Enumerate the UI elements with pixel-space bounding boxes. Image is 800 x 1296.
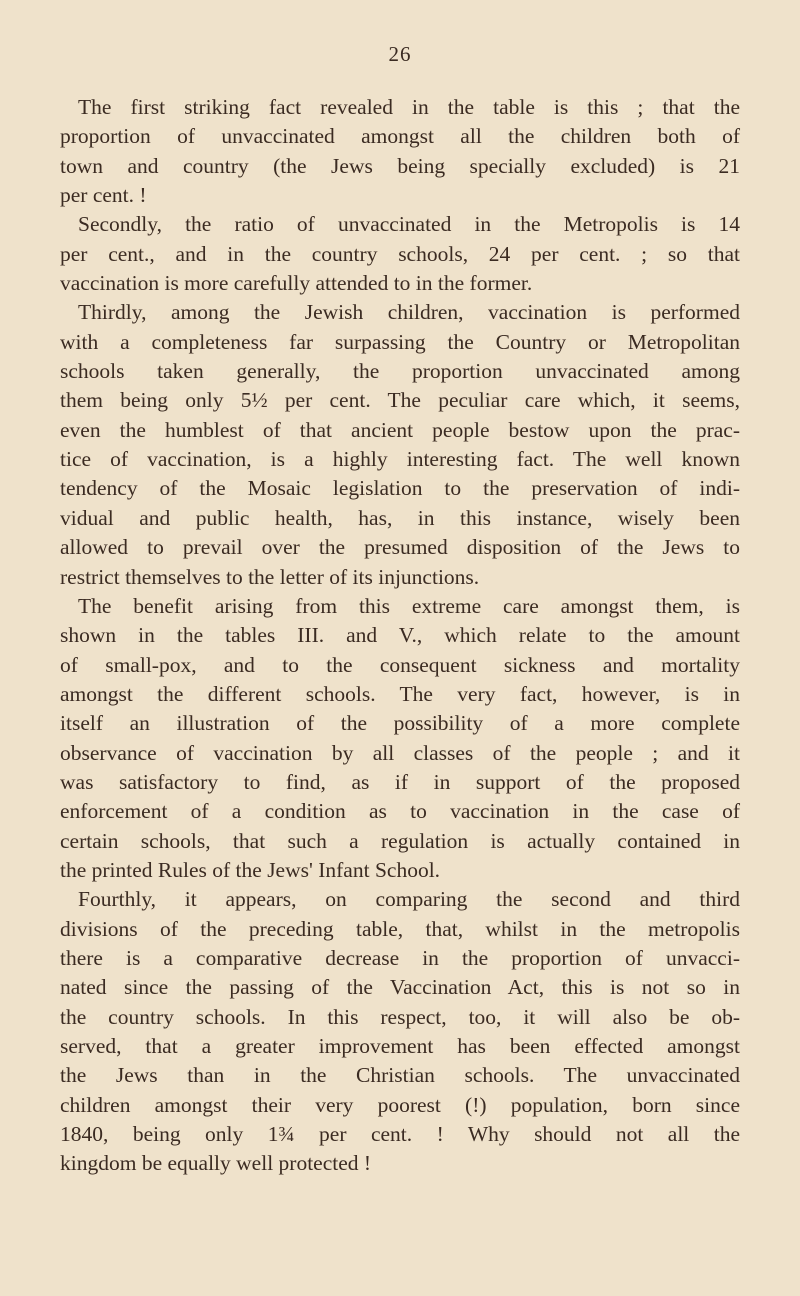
text-line: tendency of the Mosaic legislation to the preservation of indi- xyxy=(60,476,740,501)
text-line: schools taken generally, the proportion unvaccinated among xyxy=(60,359,740,384)
text-line: the printed Rules of the Jews' Infant School. xyxy=(60,857,441,882)
text-line: Fourthly, it appears, on comparing the second and third xyxy=(78,887,740,912)
text-line: shown in the tables III. and V., which relate to the amount xyxy=(60,623,740,648)
page-number: 26 xyxy=(388,42,412,66)
text-line: town and country (the Jews being specially excluded) is 21 xyxy=(60,153,740,178)
text-line: divisions of the preceding table, that, whilst in the metropolis xyxy=(60,916,740,941)
text-line: the Jews than in the Christian schools. The unvaccinated xyxy=(60,1063,740,1088)
text-line: vidual and public health, has, in this instance, wisely been xyxy=(60,505,740,530)
text-line: The benefit arising from this extreme care amongst them, is xyxy=(78,593,740,618)
text-line: Thirdly, among the Jewish children, vaccination is performed xyxy=(78,300,740,325)
text-line: The first striking fact revealed in the table is this ; that the xyxy=(78,95,740,119)
text-line: per cent., and in the country schools, 24 per cent. ; so that xyxy=(60,241,740,266)
text-line: them being only 5½ per cent. The peculiar care which, it seems, xyxy=(60,388,740,413)
text-line: Secondly, the ratio of unvaccinated in the Metropolis is 14 xyxy=(78,212,740,237)
text-line: with a completeness far surpassing the Country or Metropolitan xyxy=(60,329,740,354)
text-line: the country schools. In this respect, too, it will also be ob- xyxy=(60,1004,740,1029)
body-text xyxy=(60,93,740,1179)
text-line: certain schools, that such a regulation is actually contained in xyxy=(60,828,740,853)
text-line: restrict themselves to the letter of its injunctions. xyxy=(60,564,480,589)
text-line: there is a comparative decrease in the proportion of unvacci- xyxy=(60,945,740,970)
text-line: per cent. ! xyxy=(60,183,147,208)
text-line: allowed to prevail over the presumed disposition of the Jews to xyxy=(60,535,740,560)
text-line: children amongst their very poorest (!) population, born since xyxy=(60,1092,740,1117)
text-line: nated since the passing of the Vaccination Act, this is not so in xyxy=(60,975,740,1000)
text-line: was satisfactory to find, as if in support of the proposed xyxy=(60,769,740,794)
text-line: served, that a greater improvement has been effected amongst xyxy=(60,1034,740,1058)
text-line: enforcement of a condition as to vaccination in the case of xyxy=(60,799,740,824)
text-line: tice of vaccination, is a highly interesting fact. The well known xyxy=(60,447,740,472)
text-line: amongst the different schools. The very fact, however, is in xyxy=(60,681,740,706)
text-line: proportion of unvaccinated amongst all the children both of xyxy=(60,124,740,149)
text-line: itself an illustration of the possibility of a more complete xyxy=(60,711,740,736)
text-line: of small-pox, and to the consequent sickness and mortality xyxy=(60,652,740,677)
text-line: vaccination is more carefully attended to in the former. xyxy=(60,271,533,296)
text-line: observance of vaccination by all classes of the people ; and it xyxy=(60,740,740,765)
text-line: kingdom be equally well protected ! xyxy=(60,1151,372,1176)
text-line: 1840, being only 1¾ per cent. ! Why should not all the xyxy=(60,1122,740,1147)
text-line: even the humblest of that ancient people bestow upon the prac- xyxy=(60,417,740,442)
